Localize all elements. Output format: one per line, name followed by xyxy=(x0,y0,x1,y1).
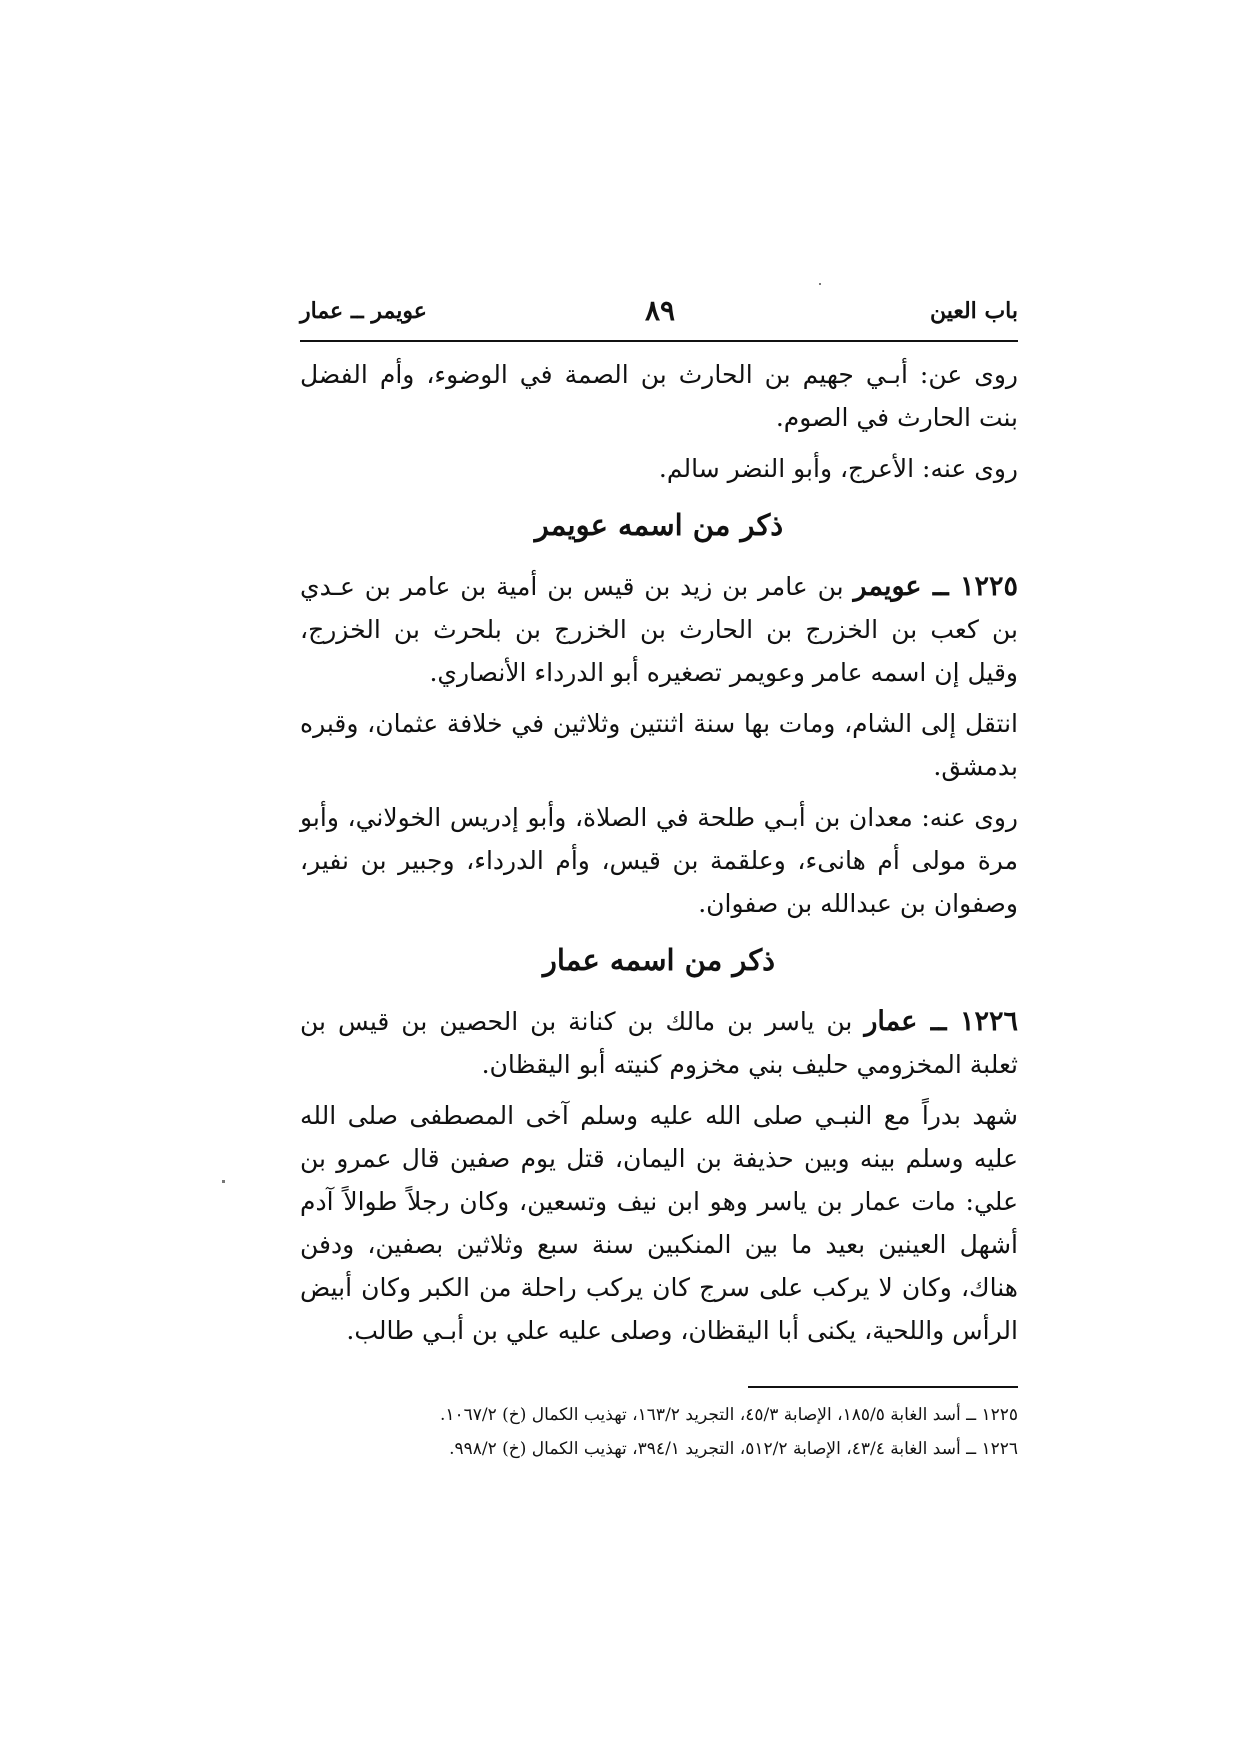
page-number: ٨٩ xyxy=(644,294,676,327)
section-heading: ذكر من اسمه عويمر xyxy=(534,508,784,542)
scan-speck xyxy=(222,1180,225,1183)
footnote: ١٢٢٥ ــ أسد الغابة ١٨٥/٥، الإصابة ٤٥/٣، التجريد ١٦٣/٢، تهذيب الكمال (خ) ١٠٦٧/٢. xyxy=(439,1405,1018,1425)
entry-number: ١٢٢٦ xyxy=(960,1006,1019,1037)
footnote: ١٢٢٦ ــ أسد الغابة ٤٣/٤، الإصابة ٥١٢/٢، التجريد ٣٩٤/١، تهذيب الكمال (خ) ٩٩٨/٢. xyxy=(449,1439,1018,1459)
scan-speck xyxy=(819,283,821,285)
main-text xyxy=(300,353,1018,1360)
entry-separator: ــ xyxy=(917,1006,960,1037)
section-heading: ذكر من اسمه عمار xyxy=(542,943,776,977)
footnotes xyxy=(300,1386,1018,1466)
entry-number: ١٢٢٥ xyxy=(959,571,1018,602)
entry-name: عمار xyxy=(864,1006,918,1037)
paragraph: روى عنه: الأعرج، وأبو النضر سالم. xyxy=(658,454,1018,483)
paragraph: روى عن: أبـي جهيم بن الحارث بن الصمة في الوضوء، وأم الفضل بنت الحارث في الصوم. xyxy=(300,360,1018,432)
header-rule xyxy=(300,340,1018,342)
entry-name: عويمر xyxy=(853,571,922,602)
running-names: عويمر ــ عمار xyxy=(300,298,427,324)
paragraph: روى عنه: معدان بن أبـي طلحة في الصلاة، وأبو إدريس الخولاني، وأبو مرة مولى أم هانىء، وعلقمة بن قيس، وأم الدرداء، وجبير بن نفير، وصفوان بن عبدالله بن صفوان. xyxy=(300,803,1018,918)
running-header xyxy=(300,294,1018,338)
footnote-rule xyxy=(748,1386,1018,1388)
paragraph: انتقل إلى الشام، ومات بها سنة اثنتين وثلاثين في خلافة عثمان، وقبره بدمشق. xyxy=(300,709,1018,781)
entry-text: بن ياسر بن مالك بن كنانة بن الحصين بن قيس بن ثعلبة المخزومي حليف بني مخزوم كنيته أبو اليقظان. xyxy=(300,1007,1018,1079)
entry-1226 xyxy=(300,1000,1018,1086)
entry-separator: ــ xyxy=(921,571,960,602)
entry-1225 xyxy=(300,565,1018,694)
paragraph: شهد بدراً مع النبـي صلى الله عليه وسلم آخى المصطفى صلى الله عليه وسلم بينه وبين حذيفة بن اليمان، قتل يوم صفين قال عمرو بن علي: مات عمار بن ياسر وهو ابن نيف وتسعين، وكان رجلاً طوالاً آدم أشهل العينين بعيد ما بين المنكبين سنة سبع وثلاثين بصفين، ودفن هناك، وكان لا يركب على سرج كان يركب راحلة من الكبر وكان أبيض الرأس واللحية، يكنى أبا اليقظان، وصلى عليه علي بن أبـي طالب. xyxy=(300,1101,1018,1345)
chapter-title: باب العين xyxy=(929,298,1018,324)
entry-text: بن عامر بن زيد بن قيس بن أمية بن عامر بن عـدي بن كعب بن الخزرج بن الحارث بن الخزرج بن بلحرث بن الخزرج، وقيل إن اسمه عامر وعويمر تصغيره أبو الدرداء الأنصاري. xyxy=(300,572,1018,687)
